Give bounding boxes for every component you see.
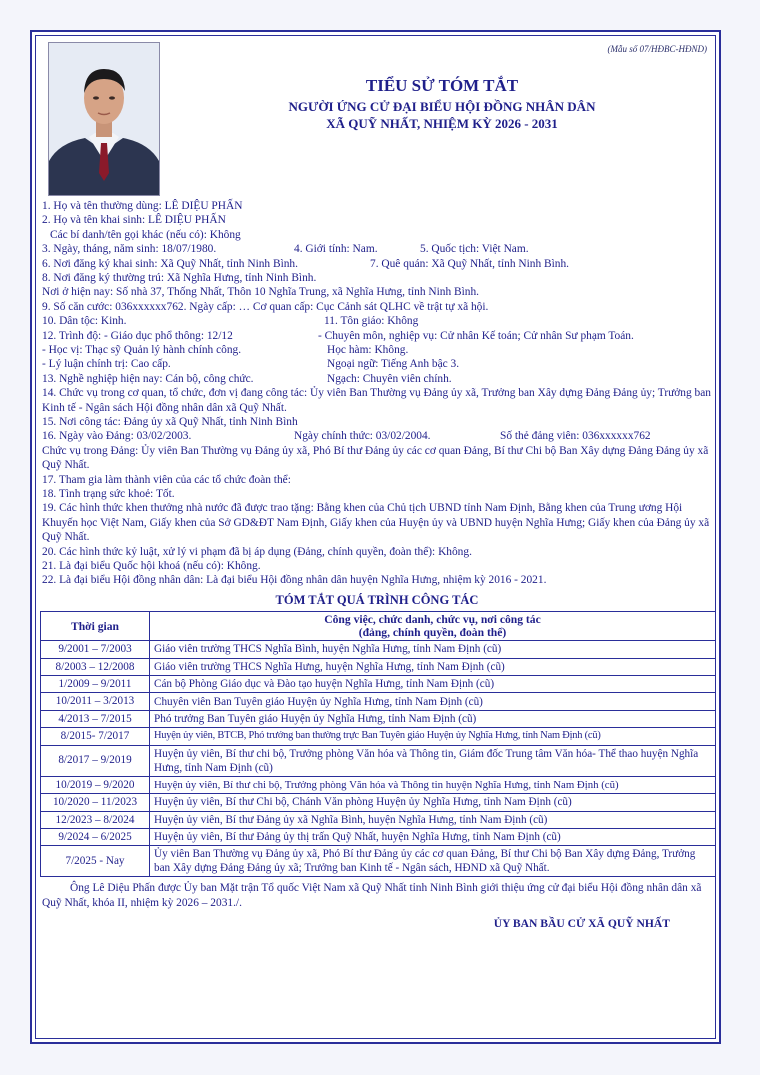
field-professional-qualification: - Chuyên môn, nghiệp vụ: Cử nhân Kế toán; Cử nhân Sư phạm Toán. xyxy=(318,329,634,342)
row-description: Huyện ủy viên, Bí thư chi bộ, Trưởng phòng Văn hóa và Thông tin huyện Nghĩa Hưng, tỉnh Nam Định (cũ) xyxy=(150,776,716,793)
row-period: 9/2001 – 7/2003 xyxy=(41,641,150,658)
field-common-name: 1. Họ và tên thường dùng: LÊ DIỆU PHẤN xyxy=(42,200,243,212)
table-row xyxy=(41,728,716,745)
signature-block: ỦY BAN BẦU CỬ XÃ QUỸ NHẤT xyxy=(493,917,670,931)
field-awards: 19. Các hình thức khen thưởng nhà nước đã được trao tặng: Bằng khen của Chủ tịch UBND tỉnh Nam Định, Bằng khen của Trung ương Hội Khuyến học Việt Nam, Giấy khen của Sở GD&ĐT Nam Định, Giấy khen của Huyện ủy và UBND huyện Nghĩa Hưng; Giấy khen của Đảng ủy xã Quỹ Nhất. xyxy=(42,502,710,544)
field-general-education: 12. Trình độ: - Giáo dục phổ thông: 12/12 xyxy=(42,329,233,342)
field-row-politics xyxy=(42,357,712,371)
row-description: Chuyên viên Ban Tuyên giáo Huyện ủy Nghĩa Hưng, tỉnh Nam Định (cũ) xyxy=(150,693,716,710)
row-period: 10/2011 – 3/2013 xyxy=(41,693,150,710)
document-title: TIỂU SỬ TÓM TẮT xyxy=(365,76,519,95)
work-history-header xyxy=(41,612,716,641)
field-permanent-residence: 8. Nơi đăng ký thường trú: Xã Nghĩa Hưng, tỉnh Ninh Bình. xyxy=(42,272,317,284)
field-hometown: 7. Quê quán: Xã Quỹ Nhất, tỉnh Ninh Bình. xyxy=(370,257,569,270)
row-period: 4/2013 – 7/2015 xyxy=(41,710,150,727)
table-row xyxy=(41,693,716,710)
row-period: 7/2025 - Nay xyxy=(41,846,150,877)
field-date-of-birth: 3. Ngày, tháng, năm sinh: 18/07/1980. xyxy=(42,243,217,256)
field-workplace: 15. Nơi công tác: Đảng ủy xã Quỹ Nhất, tỉnh Ninh Bình xyxy=(42,415,298,428)
field-birth-name: 2. Họ và tên khai sinh: LÊ DIỆU PHẤN xyxy=(42,214,226,227)
row-period: 12/2023 – 8/2024 xyxy=(41,811,150,828)
table-row xyxy=(41,658,716,675)
work-history-title: TÓM TẮT QUÁ TRÌNH CÔNG TÁC xyxy=(275,592,479,607)
field-national-assembly: 21. Là đại biểu Quốc hội khoá (nếu có): Không. xyxy=(42,560,261,573)
field-current-residence: Nơi ở hiện nay: Số nhà 37, Thống Nhất, Thôn 10 Nghĩa Trung, xã Nghĩa Hưng, tỉnh Ninh Bình. xyxy=(42,286,480,299)
field-nationality: 5. Quốc tịch: Việt Nam. xyxy=(420,243,529,256)
field-party-card: Số thẻ đảng viên: 036xxxxxx762 xyxy=(500,430,651,443)
table-row xyxy=(41,710,716,727)
row-period: 9/2024 – 6/2025 xyxy=(41,828,150,845)
row-description: Ủy viên Ban Thường vụ Đảng ủy xã, Phó Bí thư Đảng ủy các cơ quan Đảng, Bí thư Chi bộ Ban Xây dựng Đảng, Trưởng ban Xây dựng Đảng Đảng ủy xã; Trưởng ban Kinh tế - Ngân sách, HĐND xã Quỹ Nhất. xyxy=(150,846,716,877)
field-foreign-language: Ngoại ngữ: Tiếng Anh bậc 3. xyxy=(327,358,460,371)
row-period: 10/2019 – 9/2020 xyxy=(41,776,150,793)
field-academic-degree: - Học vị: Thạc sỹ Quản lý hành chính công. xyxy=(42,344,242,356)
field-row-birth xyxy=(42,242,712,256)
field-party-official: Ngày chính thức: 03/02/2004. xyxy=(294,430,431,443)
table-row xyxy=(41,846,716,877)
field-peoples-council: 22. Là đại biểu Hội đồng nhân dân: Là đại biểu Hội đồng nhân dân huyện Nghĩa Hưng, nhiệm kỳ 2016 - 2021. xyxy=(42,574,547,587)
field-academic-title: Học hàm: Không. xyxy=(327,344,409,356)
field-organizations: 17. Tham gia làm thành viên của các tổ chức đoàn thể: xyxy=(42,473,291,486)
row-description: Phó trưởng Ban Tuyên giáo Huyện ủy Nghĩa Hưng, tỉnh Nam Định (cũ) xyxy=(150,710,716,727)
col-desc-header-line2: (đảng, chính quyền, đoàn thể) xyxy=(358,626,507,640)
table-row xyxy=(41,745,716,776)
field-row-occupation xyxy=(42,372,712,386)
row-period: 10/2020 – 11/2023 xyxy=(41,794,150,811)
portrait-photo xyxy=(48,42,160,196)
row-period: 8/2017 – 9/2019 xyxy=(41,745,150,776)
field-aliases: Các bí danh/tên gọi khác (nếu có): Không xyxy=(50,228,241,241)
row-description: Cán bộ Phòng Giáo dục và Đào tạo huyện Nghĩa Hưng, tỉnh Nam Định (cũ) xyxy=(150,676,716,693)
field-health: 18. Tình trạng sức khoẻ: Tốt. xyxy=(42,488,175,500)
field-occupation: 13. Nghề nghiệp hiện nay: Cán bộ, công chức. xyxy=(42,372,254,385)
row-description: Giáo viên trường THCS Nghĩa Hưng, huyện Nghĩa Hưng, tỉnh Nam Định (cũ) xyxy=(150,658,716,675)
row-period: 8/2015- 7/2017 xyxy=(41,728,150,745)
table-row xyxy=(41,641,716,658)
row-description: Huyện ủy viên, BTCB, Phó trưởng ban thường trực Ban Tuyên giáo Huyện ủy Nghĩa Hưng, tỉnh Nam Định (cũ) xyxy=(150,728,716,745)
table-row xyxy=(41,776,716,793)
field-id-card: 9. Số căn cước: 036xxxxxx762. Ngày cấp: … Cơ quan cấp: Cục Cảnh sát QLHC về trật tự xã hội. xyxy=(42,300,489,313)
table-row xyxy=(41,676,716,693)
closing-statement: Ông Lê Diệu Phấn được Ủy ban Mặt trận Tổ quốc Việt Nam xã Quỹ Nhất tỉnh Ninh Bình giới thiệu ứng cử đại biểu Hội đồng nhân dân xã Quỹ Nhất, khóa II, nhiệm kỳ 2026 – 2031./. xyxy=(42,882,702,910)
field-row-education xyxy=(42,329,712,343)
field-civil-service-grade: Ngạch: Chuyên viên chính. xyxy=(327,372,452,385)
row-description: Huyện ủy viên, Bí thư Đảng ủy xã Nghĩa Bình, huyện Nghĩa Hưng, tỉnh Nam Định (cũ) xyxy=(150,811,716,828)
row-description: Huyện ủy viên, Bí thư chi bộ, Trưởng phòng Văn hóa và Thông tin, Giám đốc Trung tâm Văn hóa- Thể thao huyện Nghĩa Hưng, tỉnh Nam Định (cũ) xyxy=(150,745,716,776)
table-row xyxy=(41,828,716,845)
row-description: Huyện ủy viên, Bí thư Chi bộ, Chánh Văn phòng Huyện ủy Nghĩa Hưng, tỉnh Nam Định (cũ) xyxy=(150,794,716,811)
row-description: Huyện ủy viên, Bí thư Đảng ủy thị trấn Quỹ Nhất, huyện Nghĩa Hưng, tỉnh Nam Định (cũ) xyxy=(150,828,716,845)
table-row xyxy=(41,811,716,828)
field-row-party xyxy=(42,429,712,443)
field-row-ethnicity xyxy=(42,314,712,328)
field-political-theory: - Lý luận chính trị: Cao cấp. xyxy=(42,358,171,371)
document-subtitle-1: NGƯỜI ỨNG CỬ ĐẠI BIỂU HỘI ĐỒNG NHÂN DÂN xyxy=(288,99,596,114)
field-current-position: 14. Chức vụ trong cơ quan, tổ chức, đơn vị đang công tác: Ủy viên Ban Thường vụ Đảng ủy xã, Trưởng ban Xây dựng Đảng Đảng ủy; Trưởng ban Kinh tế - Ngân sách Hội đồng nhân dân xã Quỹ Nhất. xyxy=(42,387,711,414)
field-party-position: Chức vụ trong Đảng: Ủy viên Ban Thường vụ Đảng ủy xã, Phó Bí thư Đảng ủy các cơ quan Đảng, Bí thư Chi bộ Ban Xây dựng Đảng Đảng ủy xã Quỹ Nhất. xyxy=(42,444,709,472)
field-discipline: 20. Các hình thức kỷ luật, xử lý vi phạm đã bị áp dụng (Đảng, chính quyền, đoàn thể): Không. xyxy=(42,545,472,558)
row-description: Giáo viên trường THCS Nghĩa Bình, huyện Nghĩa Hưng, tỉnh Nam Định (cũ) xyxy=(150,641,716,658)
field-birth-registration: 6. Nơi đăng ký khai sinh: Xã Quỹ Nhất, tỉnh Ninh Bình. xyxy=(42,257,298,270)
biography-content xyxy=(42,199,712,932)
form-code: (Mẫu số 07/HĐBC-HĐND) xyxy=(607,44,707,54)
document-subtitle-2: XÃ QUỸ NHẤT, NHIỆM KỲ 2026 - 2031 xyxy=(326,116,558,131)
row-period: 8/2003 – 12/2008 xyxy=(41,658,150,675)
document-frame xyxy=(30,30,721,1044)
field-ethnicity: 10. Dân tộc: Kinh. xyxy=(42,315,127,328)
field-religion: 11. Tôn giáo: Không xyxy=(324,315,419,328)
table-row xyxy=(41,794,716,811)
work-history-table xyxy=(40,611,716,877)
field-party-admission: 16. Ngày vào Đảng: 03/02/2003. xyxy=(42,430,192,443)
field-row-degree xyxy=(42,343,712,357)
field-gender: 4. Giới tính: Nam. xyxy=(294,243,378,256)
field-row-birthplace xyxy=(42,257,712,271)
col-desc-header-line1: Công việc, chức danh, chức vụ, nơi công tác xyxy=(324,613,541,627)
row-period: 1/2009 – 9/2011 xyxy=(41,676,150,693)
col-time-header: Thời gian xyxy=(41,612,150,641)
col-desc-header xyxy=(150,612,716,641)
title-block xyxy=(202,76,682,132)
